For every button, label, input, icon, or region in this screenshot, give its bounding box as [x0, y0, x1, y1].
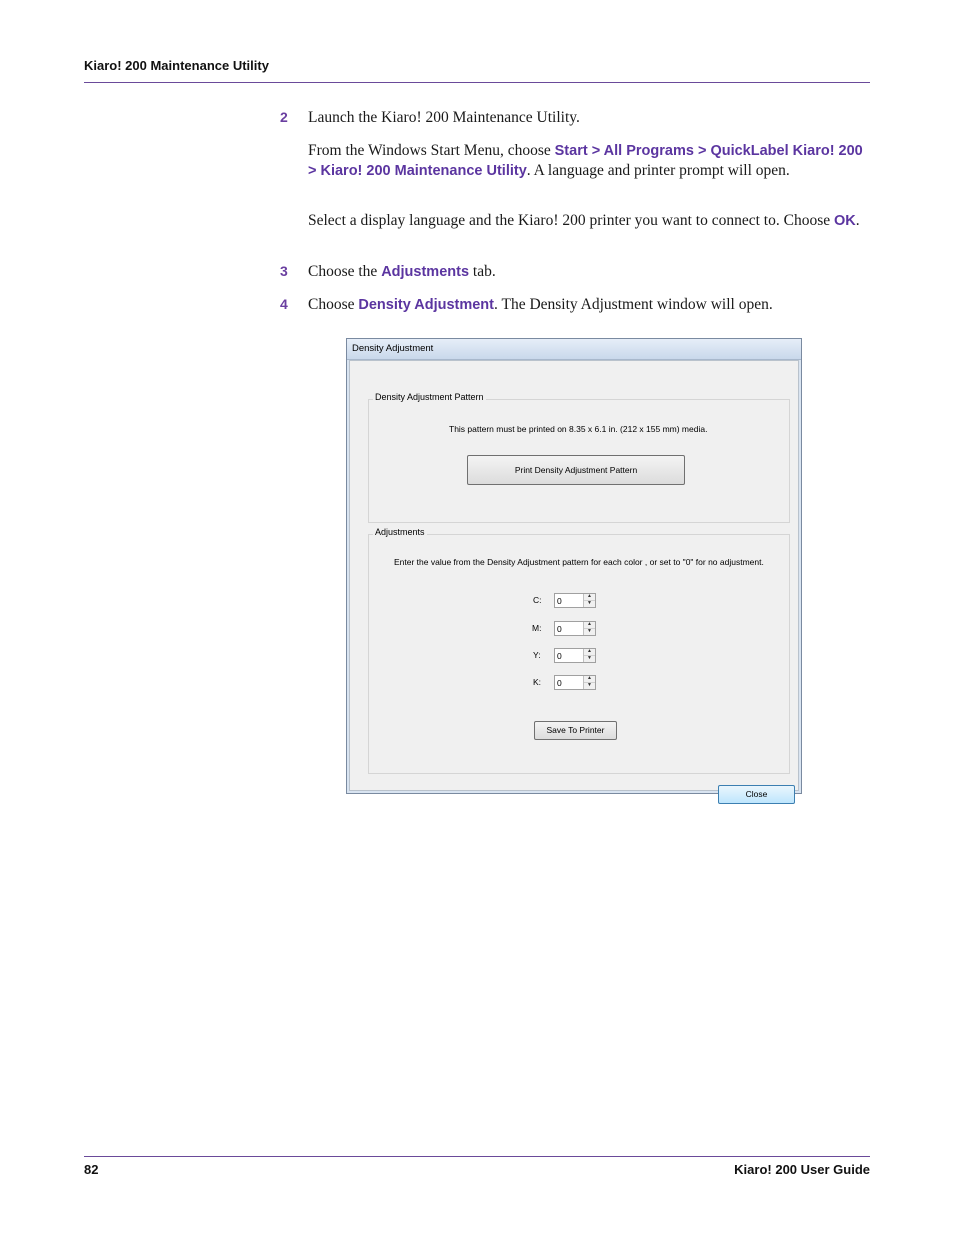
adjustments-tab-reference: Adjustments: [381, 264, 470, 280]
step-2-paragraph-1: [308, 141, 870, 181]
k-spin-arrows[interactable]: [583, 676, 595, 689]
c-input[interactable]: [555, 594, 584, 607]
c-spin-arrows[interactable]: [583, 594, 595, 607]
dialog-title: Density Adjustment: [352, 343, 434, 354]
save-to-printer-button[interactable]: Save To Printer: [534, 721, 617, 740]
spin-up-icon[interactable]: ▲: [584, 594, 595, 601]
adjustments-group: [368, 527, 790, 774]
y-input[interactable]: [555, 649, 584, 662]
step-4-pre: Choose: [308, 296, 359, 313]
y-spin-arrows[interactable]: [583, 649, 595, 662]
step-4-number: 4: [280, 296, 288, 312]
c-stepper[interactable]: [554, 593, 596, 608]
print-density-pattern-button[interactable]: Print Density Adjustment Pattern: [467, 455, 685, 485]
step-2-paragraph-2: [308, 211, 870, 231]
step-3-number: 3: [280, 263, 288, 279]
step-3-text: [308, 262, 870, 282]
pattern-group-label: Density Adjustment Pattern: [375, 392, 484, 402]
k-input[interactable]: [555, 676, 584, 689]
spin-down-icon[interactable]: ▼: [587, 656, 592, 661]
m-label: M:: [532, 623, 542, 633]
spin-down-icon[interactable]: ▼: [587, 683, 592, 688]
y-stepper[interactable]: [554, 648, 596, 663]
footer-rule: [84, 1156, 870, 1157]
k-stepper[interactable]: [554, 675, 596, 690]
dialog-titlebar[interactable]: [347, 339, 801, 360]
spin-up-icon[interactable]: ▲: [584, 649, 595, 656]
y-label: Y:: [533, 650, 541, 660]
m-spin-arrows[interactable]: [583, 622, 595, 635]
density-adjustment-reference: Density Adjustment: [358, 297, 494, 313]
pattern-group: [368, 392, 790, 523]
dialog-client-area: [349, 360, 799, 799]
step-3-post: tab.: [469, 263, 496, 280]
m-input[interactable]: [555, 622, 584, 635]
ok-reference: OK: [834, 213, 856, 229]
adjustments-group-label: Adjustments: [375, 527, 425, 537]
step-3-pre: Choose the: [308, 263, 382, 280]
spin-up-icon[interactable]: ▲: [584, 622, 595, 629]
footer-page-number: 82: [84, 1162, 99, 1177]
spin-down-icon[interactable]: ▼: [587, 601, 592, 606]
adjustments-instructions: Enter the value from the Density Adjustment pattern for each color , or set to "0" for no adjustment.: [394, 557, 764, 567]
step-2-p2-post: .: [855, 212, 860, 229]
spin-down-icon[interactable]: ▼: [587, 629, 592, 634]
step-4-post: . The Density Adjustment window will open.: [494, 296, 773, 313]
close-button[interactable]: Close: [718, 785, 795, 804]
m-stepper[interactable]: [554, 621, 596, 636]
k-label: K:: [533, 677, 542, 687]
c-label: C:: [533, 595, 542, 605]
pattern-media-note: This pattern must be printed on 8.35 x 6.1 in. (212 x 155 mm) media.: [449, 424, 708, 434]
step-2-p1-pre: From the Windows Start Menu, choose: [308, 142, 555, 159]
density-adjustment-dialog: [346, 338, 802, 799]
step-2-text: Launch the Kiaro! 200 Maintenance Utility.: [308, 109, 580, 126]
menu-path: Start > All Programs > QuickLabel Kiaro! 200 > Kiaro! 200 Maintenance Utility: [308, 143, 863, 179]
step-2-p2-pre: Select a display language and the Kiaro! 200 printer you want to connect to. Choose: [308, 212, 834, 229]
page-header-title: Kiaro! 200 Maintenance Utility: [84, 58, 269, 73]
spin-up-icon[interactable]: ▲: [584, 676, 595, 683]
step-2-p1-post: . A language and printer prompt will open.: [526, 162, 790, 179]
step-2-number: 2: [280, 109, 288, 125]
step-4-text: [308, 295, 870, 315]
footer-guide-title: Kiaro! 200 User Guide: [734, 1162, 870, 1177]
header-rule: [84, 82, 870, 83]
